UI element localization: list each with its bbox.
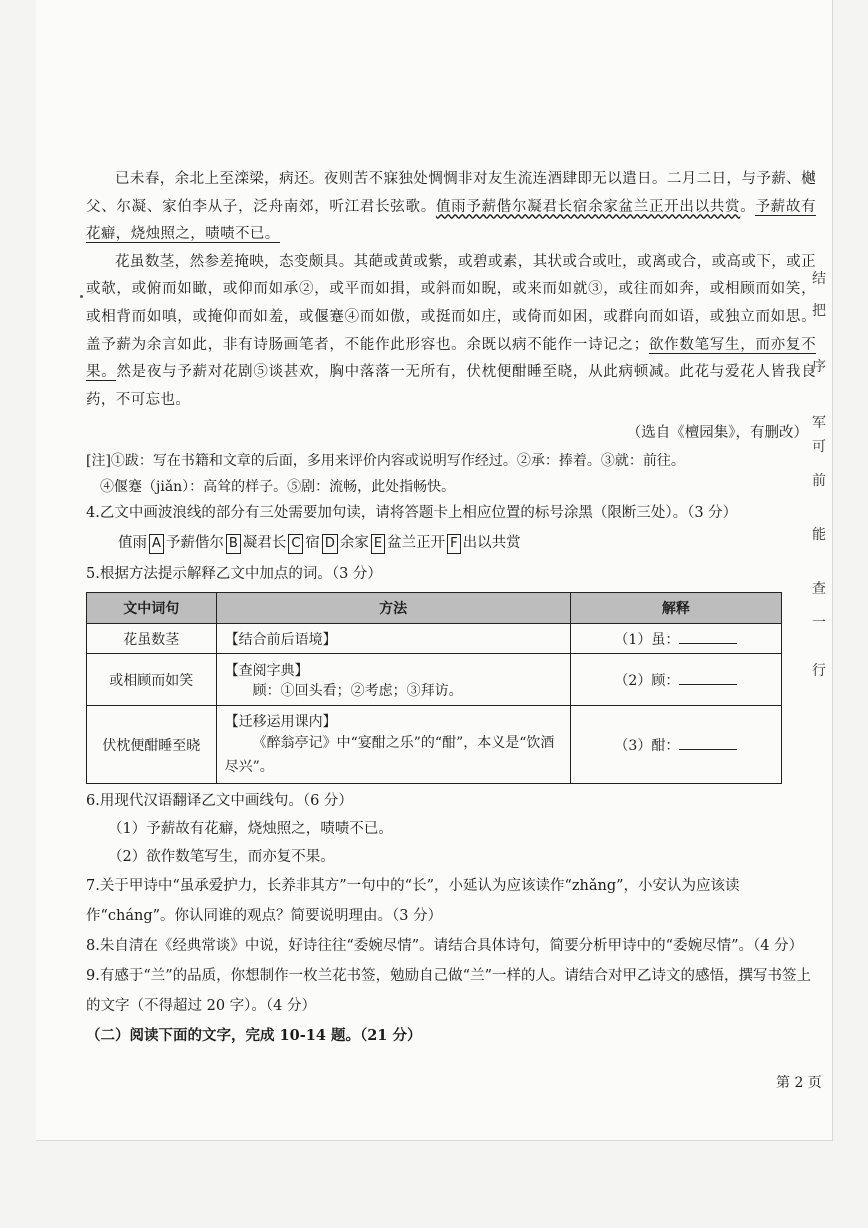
segment: 余家 [339,535,369,552]
answer-label: （3）酣： [614,737,680,754]
choice-box-d[interactable]: D [322,534,338,554]
word-cell: 伏枕便酣睡至晓 [87,706,217,784]
answer-cell [570,654,781,706]
segment: 盆兰正开 [387,535,446,552]
adjacent-page-char: 前 [812,473,826,489]
passage-text: 。 [740,198,756,215]
question-8: 8.朱自清在《经典常谈》中说，好诗往往“委婉尽情”。请结合具体诗句，简要分析甲诗中的“委婉尽情”。（4 分） [86,938,804,955]
underlined-sentence-2: 欲作数笔写生，而亦复不果。 [86,336,817,381]
adjacent-page-char: 结 [812,271,826,287]
segment: 宿 [305,535,320,552]
answer-blank[interactable] [679,643,737,644]
method-detail: 顾：①回头看；②考虑；③拜访。 [252,682,463,699]
choice-box-e[interactable]: E [371,534,385,554]
method-label: 【结合前后语境】 [224,631,337,648]
adjacent-page-char: 军 [812,415,826,431]
adjacent-page-char: 查 [812,581,826,597]
choice-box-c[interactable]: C [288,534,303,554]
wavy-underlined-sentence: 值雨予薪偕尔凝君长宿余家盆兰正开出以共赏 [435,198,741,215]
table-row [87,706,782,784]
answer-cell [570,624,781,654]
answer-label: （2）顾： [614,672,680,689]
passage-paragraph-2 [86,249,816,415]
punctuation-choices [118,529,816,557]
question-7: 7.关于甲诗中“虽承爱护力，长养非其方”一句中的“长”，小延认为应该读作“zhǎng”，小安认为应该读作“cháng”。你认同谁的观点？简要说明理由。（3 分） [86,878,740,925]
column-header: 解释 [570,593,781,624]
method-cell [216,706,570,784]
question-5: 5.根据方法提示解释乙文中加点的词。（3 分） [86,566,382,583]
adjacent-page-char: 行 [812,663,826,679]
answer-blank[interactable] [679,684,737,685]
question-9: 9.有感于“兰”的品质，你想制作一枚兰花书签，勉励自己做“兰”一样的人。请结合对甲乙诗文的感悟，撰写书签上的文字（不得超过 20 字）。（4 分） [86,968,811,1015]
segment: 凝君长 [242,535,287,552]
method-cell [216,654,570,706]
word-cell: 或相顾而如笑 [87,654,217,706]
method-label: 【查阅字典】 [224,662,309,679]
adjacent-page-char: 把 [812,303,826,319]
adjacent-page-char: 能 [812,527,826,543]
adjacent-page-char: 可 [812,439,826,455]
scan-speck [80,295,83,298]
choice-box-a[interactable]: A [149,534,164,554]
annotation-line-1: [注]①跋：写在书籍和文章的后面，多用来评价内容或说明写作经过。②承：捧着。③就：前往。 [86,453,685,470]
passage-text: 花虽数茎，然参差掩映，态变颇具。其葩或黄或紫，或碧或素，其状或合或吐，或离或合，或高或下，或正或欹，或俯而如瞰，或仰而如承②，或平而如揖，或斜而如睨，或来而如就③，或往而如奔，或相顾而如笑，或相背而如嗔，或掩仰而如羞，或偃蹇④而如傲，或挺而如庄，或倚而如困，或群向而如语，或独立而如思。盖予薪为余言如此，非有诗肠画笔者，不能作此形容也。余既以病不能作一诗记之； [86,253,816,353]
answer-cell [570,706,781,784]
question-6: 6.用现代汉语翻译乙文中画线句。（6 分） [86,793,353,810]
segment: 予薪偕尔 [165,535,224,552]
passage-source: （选自《檀园集》，有删改） [626,425,808,442]
answer-blank[interactable] [679,749,737,750]
column-header: 方法 [216,593,570,624]
choice-box-b[interactable]: B [226,534,241,554]
answer-label: （1）虽： [614,631,680,648]
method-label: 【迁移运用课内】 [224,713,337,730]
question-6-item-1: （1）予薪故有花癖，烧烛照之，啧啧不已。 [108,821,393,838]
word-explanation-table [86,592,782,784]
question-4: 4.乙文中画波浪线的部分有三处需要加句读，请将答题卡上相应位置的标号涂黑（限断三处）。（3 分） [86,505,738,522]
underlined-sentence-1: 予薪故有花癖，烧烛照之，啧啧不已。 [86,198,816,243]
annotation-line-2: ④偃蹇（jiǎn）：高耸的样子。⑤剧：流畅，此处指畅快。 [100,479,456,496]
passage-paragraph-1 [86,166,816,249]
word-cell: 花虽数茎 [87,624,217,654]
method-cell [216,624,570,654]
segment: 出以共赏 [462,535,521,552]
page-number: 第 2 页 [776,1075,822,1091]
section-heading: （二）阅读下面的文字，完成 10-14 题。（21 分） [86,1027,422,1045]
table-row [87,654,782,706]
method-detail: 《醉翁亭记》中“宴酣之乐”的“酣”，本义是“饮酒尽兴”。 [224,734,555,775]
choice-box-f[interactable]: F [447,534,460,554]
exam-page [36,0,833,1141]
question-6-item-2: （2）欲作数笔写生，而亦复不果。 [108,849,335,866]
adjacent-page-char: 序 [812,359,826,375]
passage-text: 已未春，余北上至滦梁，病还。夜则苦不寐独处惆惆非对友生流连酒肆即无以遣日。二月二日，与予薪、樾父、尔凝、家伯李从子，泛舟南郊，听江君长弦歌。 [86,171,816,215]
passage-text: 然是夜与予薪对花剧⑤谈甚欢，胸中落落一无所有，伏枕便酣睡至晓，从此病顿减。此花与爱花人皆我良药，不可忘也。 [86,364,816,408]
exam-content [86,166,816,1051]
segment: 值雨 [118,535,147,552]
column-header: 文中词句 [87,593,217,624]
adjacent-page-char: 一 [812,615,826,631]
table-header-row [87,593,782,624]
table-row [87,624,782,654]
